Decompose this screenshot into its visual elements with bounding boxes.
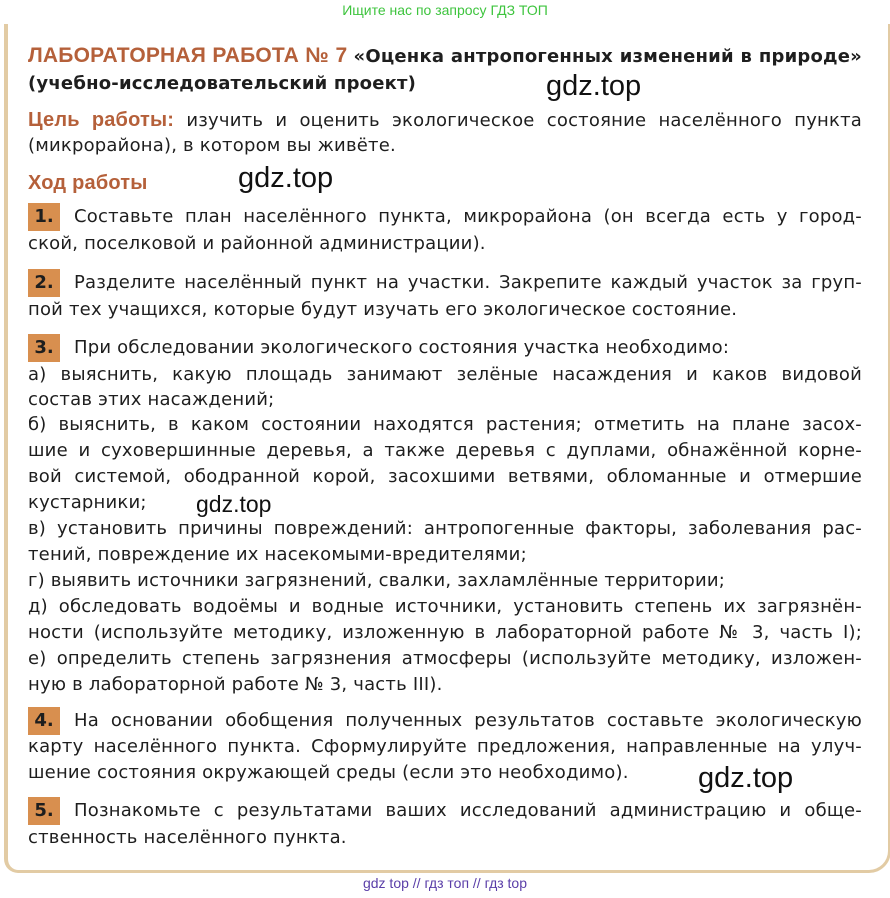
step-text-line: шие и суховершинные деревья, а также деревья с дуплами, обнажённой корне- — [28, 440, 862, 461]
step-text-line: кустарники; — [28, 492, 147, 513]
step-text-line: г) выявить источники загрязнений, свалки, захламлённые территории; — [28, 570, 726, 591]
step-number: 3. — [28, 334, 60, 362]
step-number: 2. — [28, 269, 60, 297]
watermark: gdz.top — [698, 762, 794, 794]
goal-line — [28, 108, 862, 133]
step-text-line: Разделите населённый пункт на участки. Закрепите каждый участок за груп- — [74, 272, 862, 293]
step-text-line: д) обследовать водоёмы и водные источники, установить степень их загрязнён- — [28, 596, 862, 617]
step-number: 5. — [28, 797, 60, 825]
step-text-line: шение состояния окружающей среды (если это необходимо). — [28, 762, 629, 783]
step-text-line: а) выяснить, какую площадь занимают зелёные насаждения и каков видовой — [28, 364, 862, 385]
goal-label: Цель работы: — [28, 109, 175, 131]
progress-heading: Ход работы — [28, 172, 148, 194]
step-text-line: Составьте план населённого пункта, микрорайона (он всегда есть у город- — [74, 206, 862, 227]
watermark: gdz.top — [546, 70, 642, 102]
step-text-line: б) выяснить, в каком состоянии находятся растения; отметить на плане засох- — [28, 414, 862, 435]
step-text-line: ской, поселковой и районной администрации). — [28, 233, 486, 254]
lab-label: ЛАБОРАТОРНАЯ РАБОТА № 7 — [28, 44, 348, 67]
step-text-line: ную в лабораторной работе № 3, часть III). — [28, 674, 443, 695]
goal-text-2: (микрорайона), в котором вы живёте. — [28, 135, 396, 156]
footer-links[interactable]: gdz top // гдз топ // гдз top — [362, 875, 528, 891]
step-text-line: вой системой, ободранной корой, засохшими ветвями, обломанные и отмершие — [28, 466, 862, 487]
step-text-line: тений, повреждение их насекомыми-вредителями; — [28, 544, 527, 565]
step-text-line: е) определить степень загрязнения атмосферы (используйте методику, изложен- — [28, 648, 862, 669]
step-text-line: На основании обобщения полученных результатов составьте экологическую — [74, 710, 862, 731]
lab-subtitle: (учебно-исследовательский проект) — [28, 73, 417, 94]
step-text-line: При обследовании экологического состояния участка необходимо: — [74, 337, 730, 358]
goal-text: изучить и оценить экологическое состояние населённого пункта — [186, 110, 862, 131]
title-line — [28, 44, 862, 69]
lab-name: «Оценка антропогенных изменений в природе» — [353, 46, 863, 67]
step-number: 1. — [28, 203, 60, 231]
step-text-line: пой тех учащихся, которые будут изучать его экологическое состояние. — [28, 299, 738, 320]
watermark: gdz.top — [238, 162, 334, 194]
step-number: 4. — [28, 707, 60, 735]
step-text-line: в) установить причины повреждений: антропогенные факторы, заболевания рас- — [28, 518, 862, 539]
step-text-line: состав этих насаждений; — [28, 389, 275, 410]
step-text-line: ности (используйте методику, изложенную в лабораторной работе № 3, часть I); — [28, 622, 862, 643]
step-text-line: карту населённого пункта. Сформулируйте предложения, направленные на улуч- — [28, 736, 862, 757]
top-banner[interactable]: Ищите нас по запросу ГДЗ ТОП — [342, 2, 548, 18]
watermark: gdz.top — [196, 491, 272, 517]
step-text-line: ственность населённого пункта. — [28, 827, 347, 848]
step-text-line: Познакомьте с результатами ваших исследований администрацию и обще- — [74, 800, 862, 821]
